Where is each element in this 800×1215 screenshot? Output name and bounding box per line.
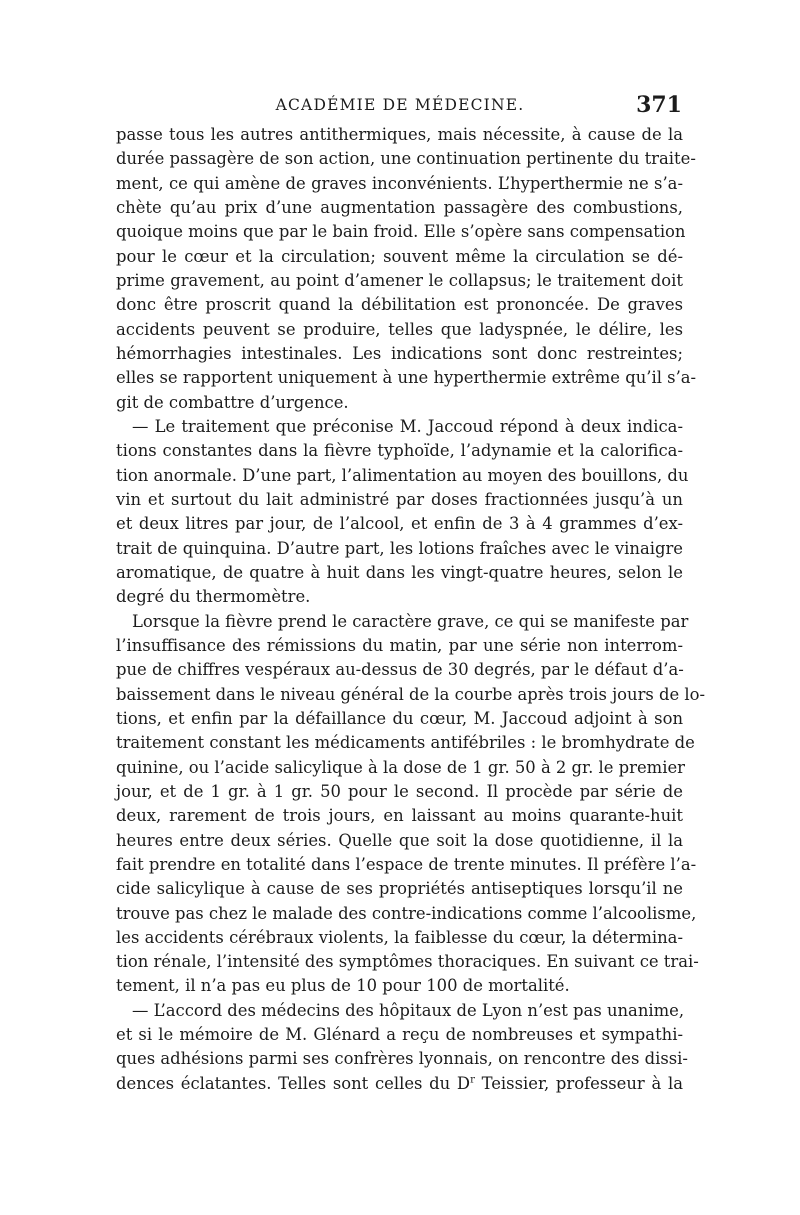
body-text bbox=[116, 123, 706, 1096]
text-line: trait de quinquina. D’autre part, les lotions fraîches avec le vinaigre bbox=[116, 538, 683, 558]
text-line: ques adhésions parmi ses confrères lyonnais, on rencontre des dissi- bbox=[116, 1049, 688, 1069]
text-line: quinine, ou l’acide salicylique à la dose de 1 gr. 50 à 2 gr. le premier bbox=[116, 757, 686, 777]
running-title: ACADÉMIE DE MÉDECINE. bbox=[275, 96, 525, 114]
text-line: — L’accord des médecins des hôpitaux de Lyon n’est pas unanime, bbox=[132, 1000, 685, 1020]
text-line: deux, rarement de trois jours, en laissant au moins quarante-huit bbox=[116, 806, 683, 826]
text-line: pour le cœur et la circulation; souvent même la circulation se dé- bbox=[116, 246, 683, 266]
text-line: chète qu’au prix d’une augmentation passagère des combustions, bbox=[116, 197, 683, 217]
text-line-final bbox=[116, 1072, 683, 1096]
text-line: Lorsque la fièvre prend le caractère grave, ce qui se manifeste par bbox=[132, 611, 689, 631]
text-line: fait prendre en totalité dans l’espace de trente minutes. Il préfère l’a- bbox=[116, 854, 697, 874]
text-line: trouve pas chez le malade des contre-indications comme l’alcoolisme, bbox=[116, 903, 697, 923]
text-fragment: Teissier, professeur à la bbox=[474, 1073, 683, 1093]
text-line: baissement dans le niveau général de la courbe après trois jours de lo- bbox=[116, 684, 706, 704]
text-line: tion rénale, l’intensité des symptômes thoraciques. En suivant ce trai- bbox=[116, 952, 699, 972]
text-line: tion anormale. D’une part, l’alimentation au moyen des bouillons, du bbox=[116, 465, 689, 485]
text-line: durée passagère de son action, une continuation pertinente du traite- bbox=[116, 149, 696, 169]
text-line: pue de chiffres vespéraux au-dessus de 30 degrés, par le défaut d’a- bbox=[116, 660, 684, 680]
text-line: degré du thermomètre. bbox=[116, 587, 311, 607]
text-line: tions, et enfin par la défaillance du cœur, M. Jaccoud adjoint à son bbox=[116, 708, 683, 728]
text-line: l’insuffisance des rémissions du matin, par une série non interrom- bbox=[116, 635, 683, 655]
running-header bbox=[0, 92, 800, 120]
text-line: donc être proscrit quand la débilitation est prononcée. De graves bbox=[116, 295, 683, 315]
text-line: et deux litres par jour, de l’alcool, et enfin de 3 à 4 grammes d’ex- bbox=[116, 514, 683, 534]
text-line: hémorrhagies intestinales. Les indications sont donc restreintes; bbox=[116, 343, 683, 363]
text-line: quoique moins que par le bain froid. Elle s’opère sans compensation bbox=[116, 222, 686, 242]
text-line: — Le traitement que préconise M. Jaccoud répond à deux indica- bbox=[132, 416, 683, 436]
text-line: les accidents cérébraux violents, la faiblesse du cœur, la détermina- bbox=[116, 927, 683, 947]
text-line: cide salicylique à cause de ses propriétés antiseptiques lorsqu’il ne bbox=[116, 879, 683, 899]
text-line: traitement constant les médicaments antifébriles : le bromhydrate de bbox=[116, 733, 695, 753]
text-line: tions constantes dans la fièvre typhoïde, l’adynamie et la calorifica- bbox=[116, 441, 683, 461]
text-line: accidents peuvent se produire, telles que ladyspnée, le délire, les bbox=[116, 319, 683, 339]
text-line: et si le mémoire de M. Glénard a reçu de nombreuses et sympathi- bbox=[116, 1025, 683, 1045]
text-line: git de combattre d’urgence. bbox=[116, 392, 349, 412]
text-line: aromatique, de quatre à huit dans les vingt-quatre heures, selon le bbox=[116, 562, 683, 582]
text-line: vin et surtout du lait administré par doses fractionnées jusqu’à un bbox=[116, 489, 683, 509]
text-line: tement, il n’a pas eu plus de 10 pour 100 de mortalité. bbox=[116, 976, 570, 996]
text-fragment: dences éclatantes. Telles sont celles du D bbox=[116, 1073, 471, 1093]
text-line: elles se rapportent uniquement à une hyperthermie extrême qu’il s’a- bbox=[116, 368, 697, 388]
text-line: jour, et de 1 gr. à 1 gr. 50 pour le second. Il procède par série de bbox=[116, 781, 683, 801]
text-line: prime gravement, au point d’amener le collapsus; le traitement doit bbox=[116, 270, 683, 290]
page-number: 371 bbox=[636, 92, 682, 118]
text-line: ment, ce qui amène de graves inconvénients. L’hyperthermie ne s’a- bbox=[116, 173, 683, 193]
text-line: passe tous les autres antithermiques, mais nécessite, à cause de la bbox=[116, 125, 683, 144]
text-line: heures entre deux séries. Quelle que soit la dose quotidienne, il la bbox=[116, 830, 683, 850]
superscript: r bbox=[470, 1074, 475, 1086]
